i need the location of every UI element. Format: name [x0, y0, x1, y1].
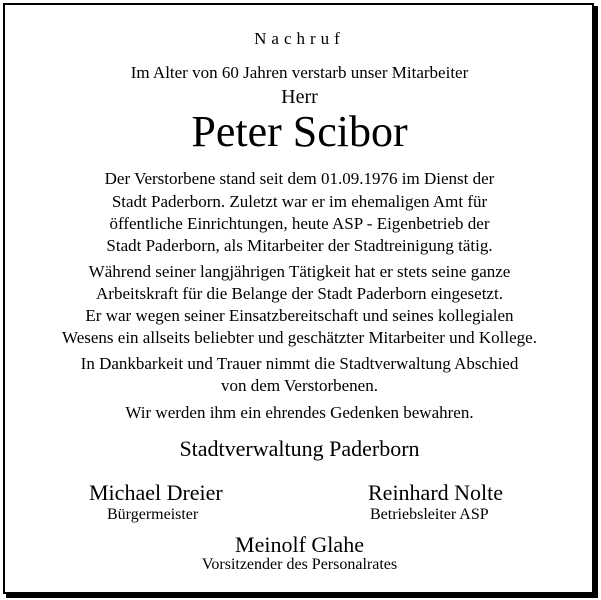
organization-name: Stadtverwaltung Paderborn [179, 436, 420, 461]
signatory-1-name: Michael Dreier [89, 480, 223, 505]
paragraph-2-line-3: Er war wegen seiner Einsatzbereitschaft und seines kollegialen [85, 306, 514, 325]
paragraph-1-line-1: Der Verstorbene stand seit dem 01.09.1976 im Dienst der [104, 169, 495, 188]
paragraph-2-line-2: Arbeitskraft für die Belange der Stadt Paderborn eingesetzt. [96, 284, 503, 303]
signatory-3-title: Vorsitzender des Personalrates [201, 556, 398, 573]
signatory-3-name: Meinolf Glahe [235, 532, 364, 557]
closing-text: Wir werden ihm ein ehrendes Gedenken bewahren. [125, 403, 474, 422]
paragraph-3-line-1: In Dankbarkeit und Trauer nimmt die Stadtverwaltung Abschied [80, 354, 519, 373]
paragraph-2-line-1: Während seiner langjährigen Tätigkeit hat er stets seine ganze [88, 262, 511, 281]
border-shadow-right [594, 6, 598, 598]
signatory-2-title: Betriebsleiter ASP [370, 506, 489, 523]
paragraph-3-line-2: von dem Verstorbenen. [221, 376, 378, 395]
deceased-name: Peter Scibor [191, 107, 408, 156]
signatory-2-name: Reinhard Nolte [368, 480, 504, 505]
notice-heading: Nachruf [254, 29, 345, 48]
paragraph-2-line-4: Wesens ein allseits beliebter und geschätzter Mitarbeiter und Kollege. [62, 328, 537, 347]
signatory-1-title: Bürgermeister [107, 506, 199, 523]
paragraph-1-line-3: öffentliche Einrichtungen, heute ASP - Eigenbetrieb der [109, 214, 490, 233]
intro-text: Im Alter von 60 Jahren verstarb unser Mitarbeiter [130, 63, 469, 82]
paragraph-1-line-4: Stadt Paderborn, als Mitarbeiter der Stadtreinigung tätig. [106, 236, 493, 255]
border-shadow-bottom [6, 594, 598, 598]
paragraph-1-line-2: Stadt Paderborn. Zuletzt war er im ehemaligen Amt für [111, 192, 488, 211]
salutation: Herr [281, 86, 318, 108]
